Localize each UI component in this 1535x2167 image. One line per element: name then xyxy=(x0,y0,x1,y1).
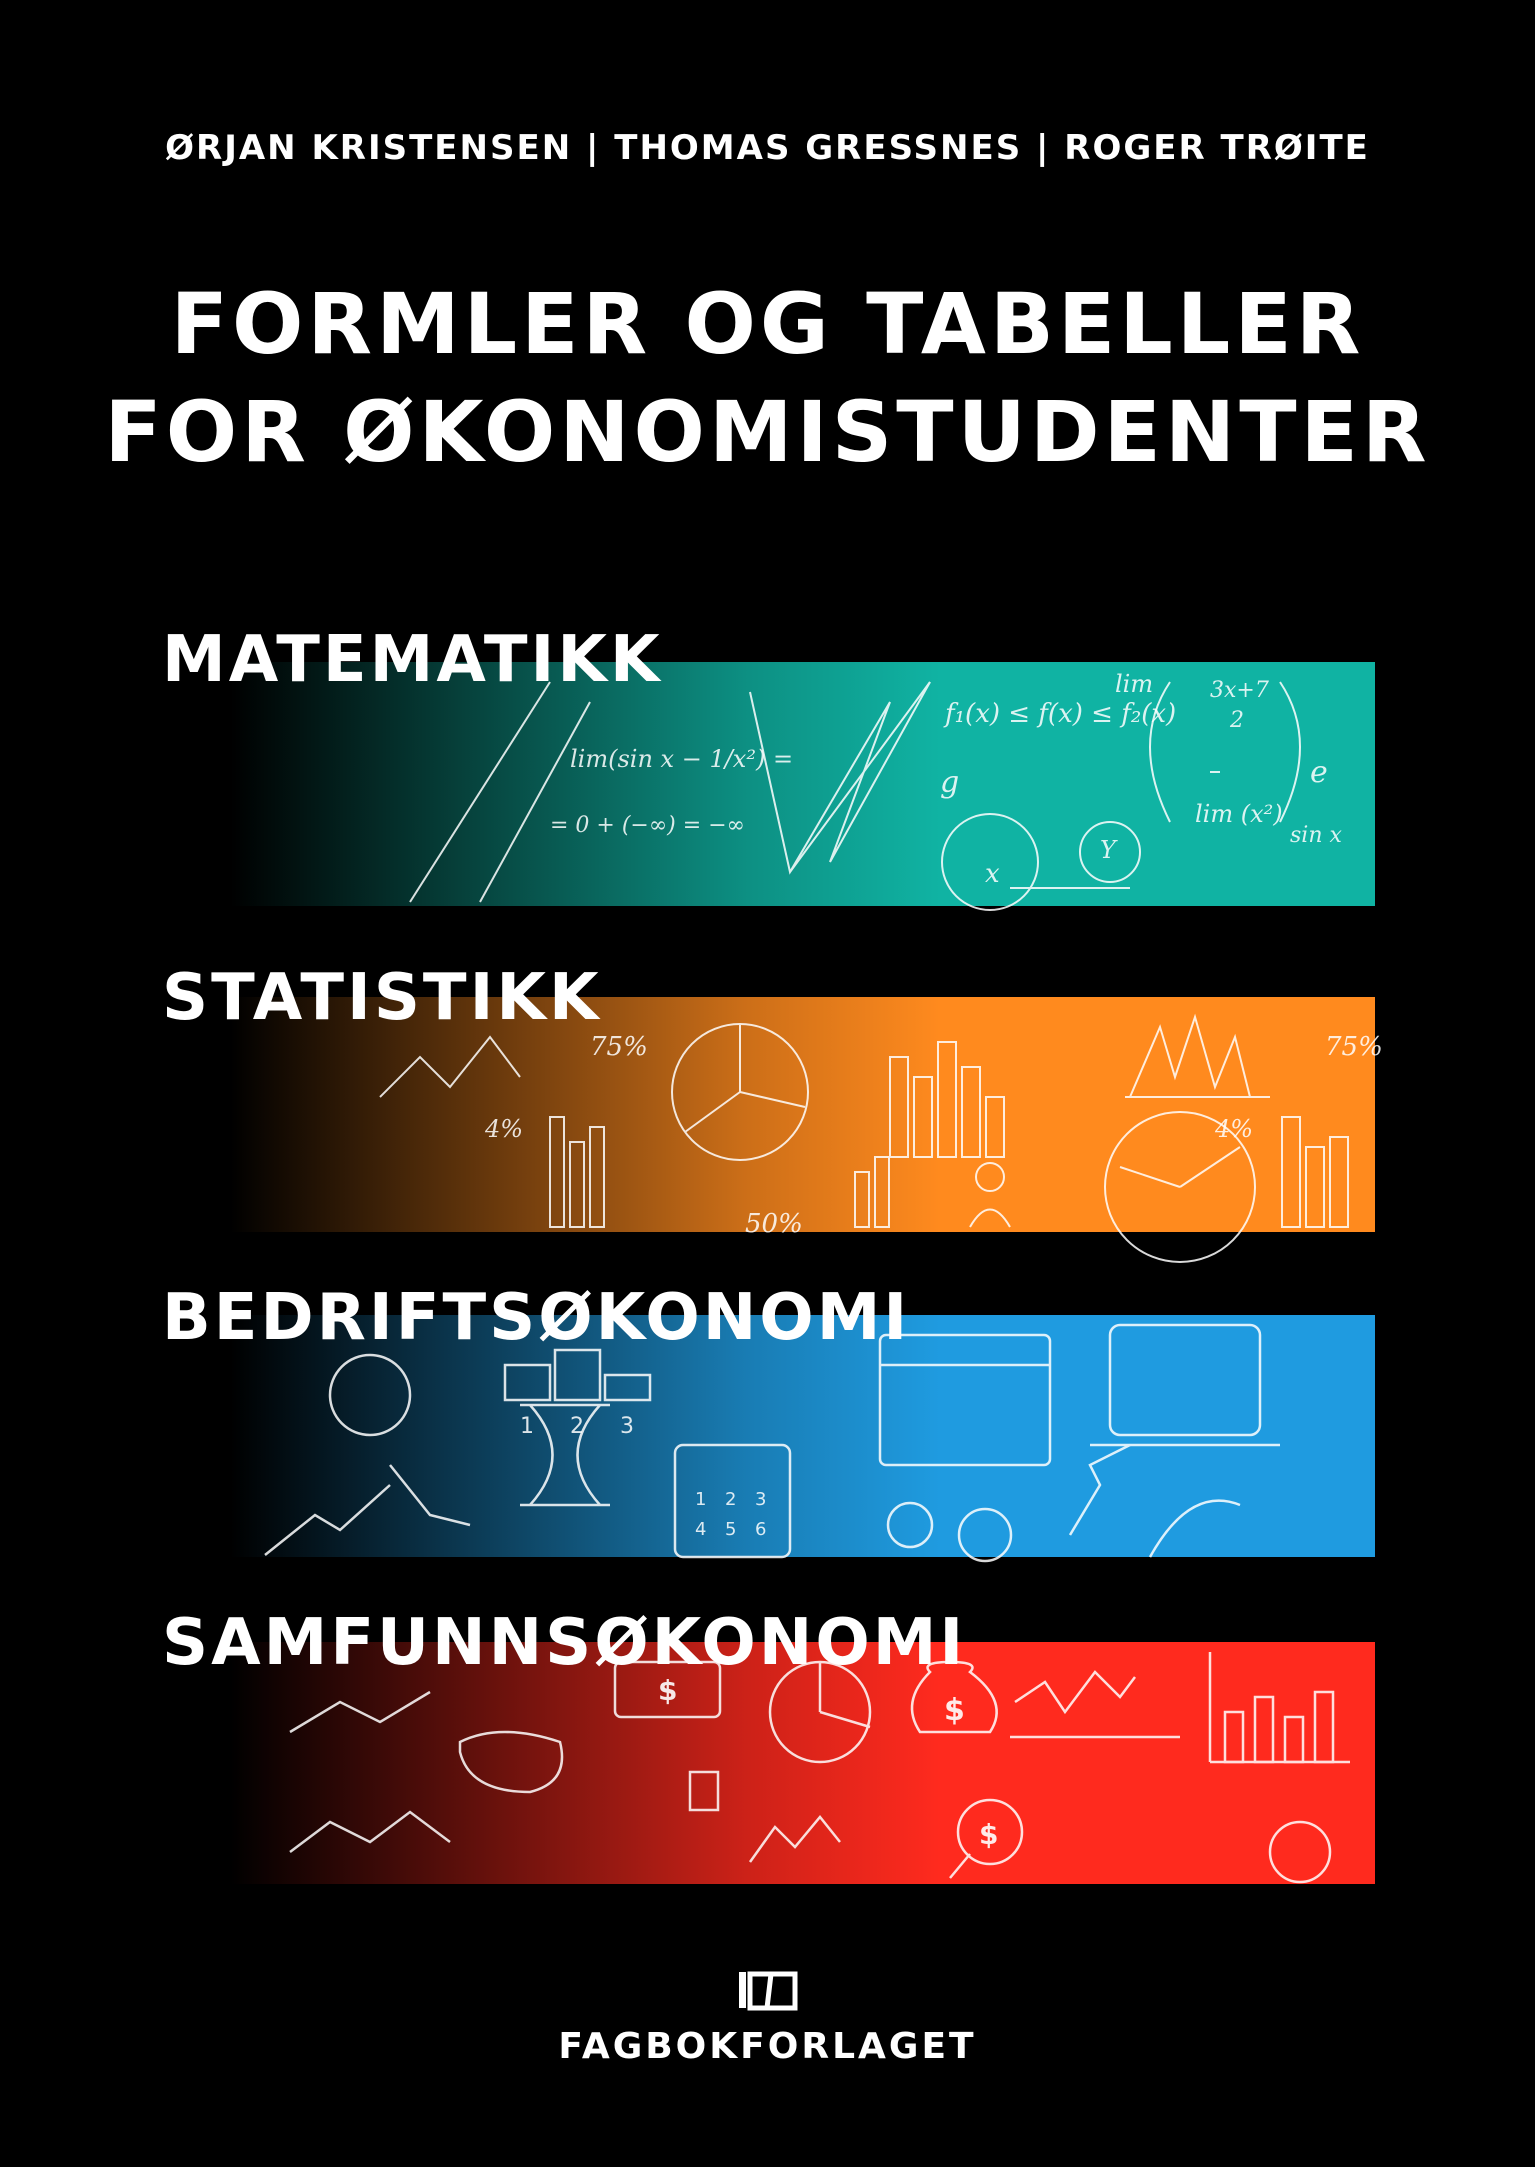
book-logo-icon xyxy=(737,1968,799,2016)
band-label-statistikk: STATISTIKK xyxy=(162,961,602,1035)
band-label-bedriftsokonomi: BEDRIFTSØKONOMI xyxy=(162,1281,911,1355)
title-line-2: FOR ØKONOMISTUDENTER xyxy=(104,383,1431,481)
publisher-logo xyxy=(0,1968,1535,2067)
math-text-fraction-top: 3x+7 xyxy=(1210,678,1269,703)
math-text-lim-x2: lim (x²) xyxy=(1195,800,1283,828)
sam-text-dollar-bag: $ xyxy=(944,1693,965,1728)
title-line-1: FORMLER OG TABELLER xyxy=(170,275,1365,373)
calc-key-1: 1 xyxy=(695,1489,707,1510)
calc-key-4: 4 xyxy=(695,1519,707,1540)
band-matematikk xyxy=(230,662,1375,906)
calc-key-3: 3 xyxy=(755,1489,767,1510)
stat-text-75-right: 75% xyxy=(1325,1032,1383,1062)
publisher-name: FAGBOKFORLAGET xyxy=(558,2026,977,2067)
stat-text-4-right: 4% xyxy=(1215,1115,1254,1143)
math-text-e: e xyxy=(1310,755,1328,790)
stat-text-4-left: 4% xyxy=(485,1115,524,1143)
stat-text-50: 50% xyxy=(745,1209,803,1239)
calc-key-6: 6 xyxy=(755,1519,767,1540)
math-text-infinity: = 0 + (−∞) = −∞ xyxy=(550,813,745,838)
math-doodle-art xyxy=(230,662,1375,906)
math-text-lim: lim xyxy=(1115,670,1154,698)
stat-text-75-left: 75% xyxy=(590,1032,648,1062)
math-text-fraction-bottom: 2 xyxy=(1230,708,1244,733)
band-fill xyxy=(230,662,1375,906)
band-label-matematikk: MATEMATIKK xyxy=(162,623,663,697)
calc-key-5: 5 xyxy=(725,1519,737,1540)
sam-text-dollar-magnifier: $ xyxy=(979,1818,999,1851)
math-text-y: Y xyxy=(1100,836,1116,864)
math-text-g: g xyxy=(940,765,960,800)
math-text-x: x xyxy=(985,859,1000,889)
authors: ØRJAN KRISTENSEN | THOMAS GRESSNES | ROGER TRØITE xyxy=(165,128,1370,168)
math-text-limit: lim(sin x − 1/x²) = xyxy=(570,745,794,773)
bed-text-3: 3 xyxy=(620,1414,634,1439)
calc-key-2: 2 xyxy=(725,1489,737,1510)
sam-text-dollar-note: $ xyxy=(658,1674,678,1707)
bed-text-2: 2 xyxy=(570,1414,584,1439)
math-text-sinx: sin x xyxy=(1290,823,1342,848)
band-label-samfunnsokonomi: SAMFUNNSØKONOMI xyxy=(162,1606,967,1680)
book-title xyxy=(0,270,1535,486)
math-text-inequality: f₁(x) ≤ f(x) ≤ f₂(x) xyxy=(945,699,1177,729)
bed-text-1: 1 xyxy=(520,1414,534,1439)
